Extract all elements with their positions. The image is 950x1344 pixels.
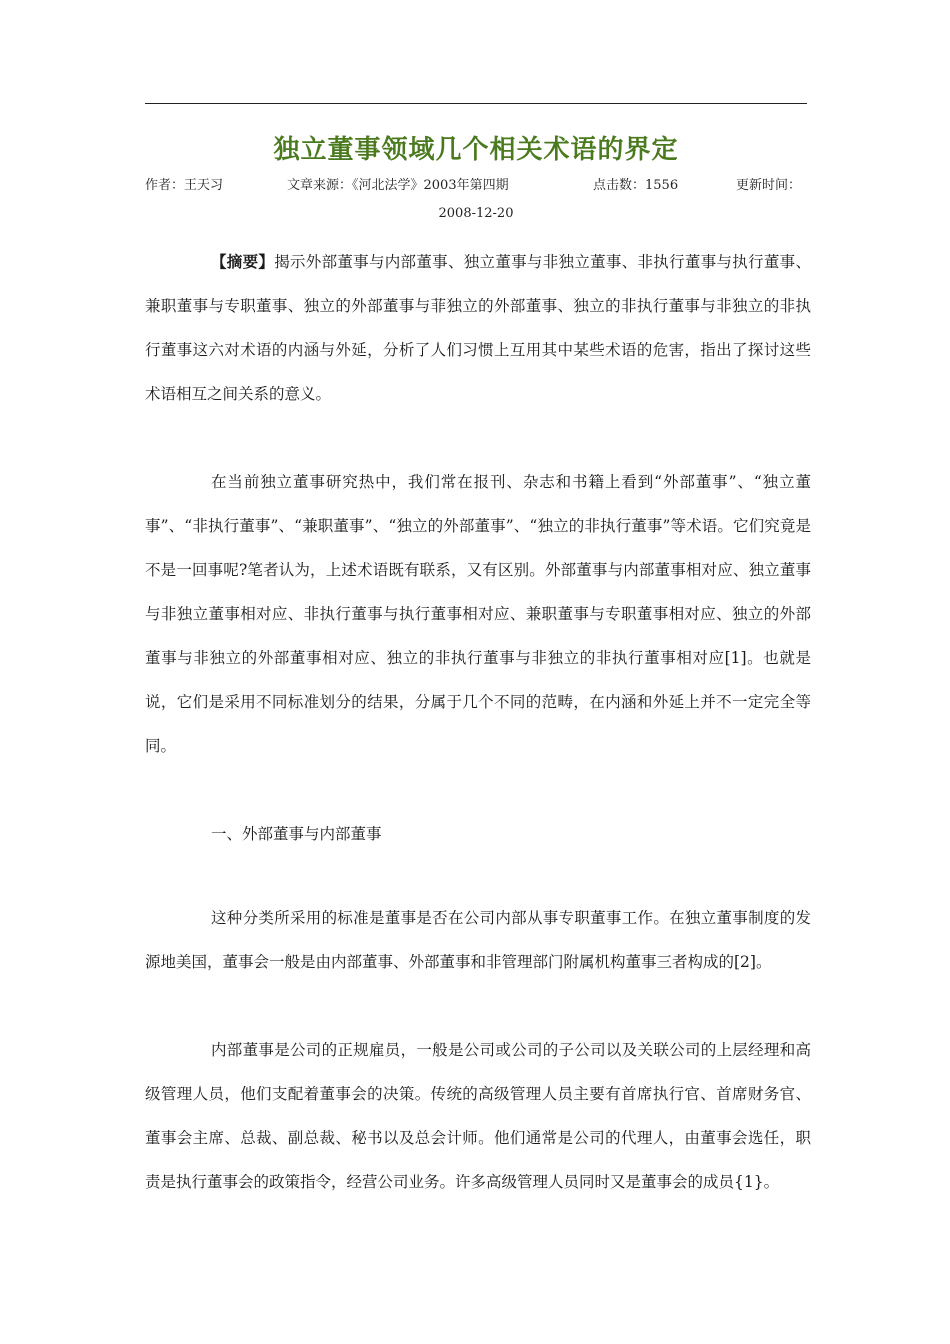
body-paragraph: 内部董事是公司的正规雇员，一般是公司或公司的子公司以及关联公司的上层经理和高级管理人员，他们支配着董事会的决策。传统的高级管理人员主要有首席执行官、首席财务官、董事会主席、总裁、副总裁、秘书以及总会计师。他们通常是公司的代理人，由董事会选任，职责是执行董事会的政策指令，经营公司业务。许多高级管理人员同时又是董事会的成员{1}。 bbox=[145, 1041, 811, 1191]
abstract-tag: 【摘要】 bbox=[211, 252, 275, 271]
meta-row bbox=[145, 176, 807, 196]
section-heading: 一、外部董事与内部董事 bbox=[211, 825, 382, 843]
abstract-text: 揭示外部董事与内部董事、独立董事与非独立董事、非执行董事与执行董事、兼职董事与专职董事、独立的外部董事与菲独立的外部董事、独立的非执行董事与非独立的非执行董事这六对术语的内涵与外延，分析了人们习惯上互用其中某些术语的危害，指出了探讨这些术语相互之间关系的意义。 bbox=[145, 253, 811, 403]
meta-update-date: 2008-12-20 bbox=[438, 206, 514, 221]
body-paragraph: 在当前独立董事研究热中，我们常在报刊、杂志和书籍上看到“外部董事”、“独立董事”、“非执行董事”、“兼职董事”、“独立的外部董事”、“独立的非执行董事”等术语。它们究竟是不是一回事呢?笔者认为，上述术语既有联系，又有区别。外部董事与内部董事相对应、独立董事与非独立董事相对应、非执行董事与执行董事相对应、兼职董事与专职董事相对应、独立的外部董事与非独立的外部董事相对应、独立的非执行董事与非独立的非执行董事相对应[1]。也就是说，它们是采用不同标准划分的结果，分属于几个不同的范畴，在内涵和外延上并不一定完全等同。 bbox=[145, 473, 811, 755]
abstract-paragraph bbox=[145, 240, 811, 416]
meta-author: 作者：王天习 bbox=[145, 178, 224, 193]
article-body bbox=[145, 240, 811, 1248]
article-meta bbox=[145, 176, 807, 224]
meta-source: 文章来源：《河北法学》2003年第四期 bbox=[287, 178, 509, 193]
article-title: 独立董事领域几个相关术语的界定 bbox=[273, 135, 679, 165]
meta-updated-label: 更新时间： bbox=[736, 178, 802, 193]
body-paragraph: 这种分类所采用的标准是董事是否在公司内部从事专职董事工作。在独立董事制度的发源地美国，董事会一般是由内部董事、外部董事和非管理部门附属机构董事三者构成的[2]。 bbox=[145, 909, 811, 971]
top-divider bbox=[145, 103, 807, 104]
meta-click-count: 点击数：1556 bbox=[593, 178, 679, 193]
